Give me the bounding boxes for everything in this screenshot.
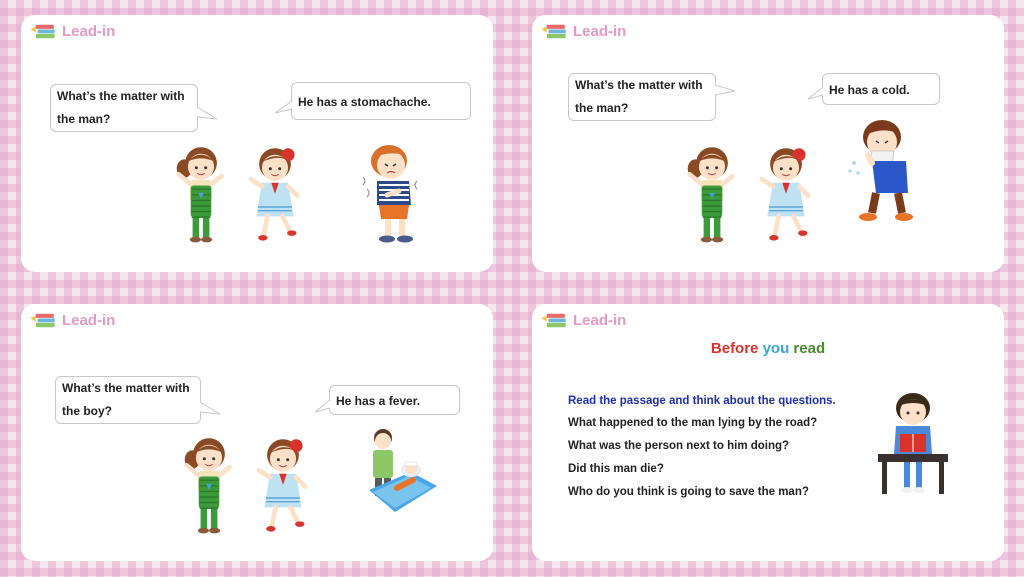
lead-in-label: Lead-in: [62, 22, 116, 40]
slide-panel-before-you-read: [532, 304, 1004, 561]
girl-figure: [181, 430, 237, 536]
slide-panel-fever: [21, 304, 493, 561]
girl-figure: [684, 139, 740, 245]
question-item: What was the person next to him doing?: [568, 440, 790, 452]
girl-figure: [758, 141, 814, 245]
reading-boy-figure: [876, 390, 950, 498]
bubble-tail: [715, 85, 739, 101]
question-text: What’s the matter with the man?: [57, 89, 185, 126]
answer-bubble: [329, 385, 460, 415]
answer-bubble: [291, 82, 471, 120]
title-word-you: you: [762, 340, 790, 357]
answer-text: He has a fever.: [336, 394, 421, 408]
fever-boy-in-bed-figure: [365, 428, 439, 518]
lead-in-header: [540, 309, 626, 331]
slide-panel-cold: [532, 15, 1004, 272]
section-title: [532, 340, 1004, 357]
question-text: What’s the matter with the boy?: [62, 381, 190, 418]
title-word-read: read: [793, 340, 826, 357]
answer-bubble: [822, 73, 940, 105]
question-bubble: [50, 84, 198, 132]
question-item: Who do you think is going to save the man?: [568, 486, 809, 498]
lead-in-header: [29, 309, 115, 331]
question-item: Did this man die?: [568, 463, 664, 475]
stomachache-man-figure: [359, 139, 429, 247]
books-icon: [29, 22, 57, 40]
lead-in-label: Lead-in: [573, 22, 627, 40]
books-icon: [540, 311, 568, 329]
lead-in-label: Lead-in: [573, 311, 627, 329]
question-text: What’s the matter with the man?: [575, 78, 703, 115]
girl-figure: [173, 139, 229, 245]
question-item: What happened to the man lying by the road?: [568, 417, 818, 429]
lead-in-header: [540, 20, 626, 42]
bubble-tail: [808, 87, 824, 101]
lead-in-label: Lead-in: [62, 311, 116, 329]
books-icon: [540, 22, 568, 40]
question-bubble: [568, 73, 716, 121]
instruction-text: Read the passage and think about the questions.: [568, 395, 836, 407]
bubble-tail: [200, 402, 224, 418]
cold-boy-figure: [842, 115, 918, 227]
girl-figure: [247, 141, 303, 245]
bubble-tail: [315, 400, 331, 414]
title-word-before: Before: [710, 340, 759, 357]
girl-figure: [255, 432, 311, 536]
question-bubble: [55, 376, 201, 424]
books-icon: [29, 311, 57, 329]
bubble-tail: [197, 107, 221, 123]
lead-in-header: [29, 20, 115, 42]
answer-text: He has a cold.: [829, 83, 910, 97]
answer-text: He has a stomachache.: [298, 95, 431, 109]
bubble-tail: [275, 101, 293, 117]
slide-panel-stomachache: [21, 15, 493, 272]
